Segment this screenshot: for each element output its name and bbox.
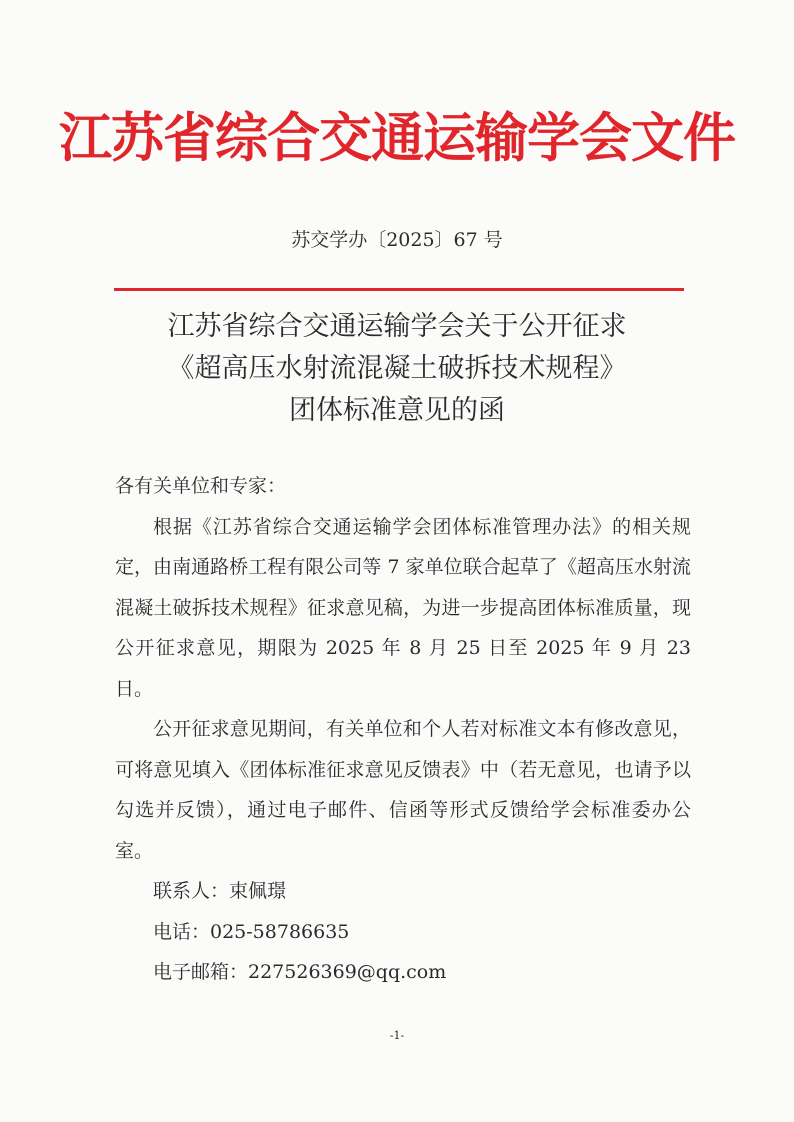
org-header-title: 江苏省综合交通运输学会文件: [59, 108, 735, 169]
title-line-2: 《超高压水射流混凝土破拆技术规程》: [167, 353, 627, 384]
contact-person: 联系人：束佩璟: [153, 880, 287, 902]
page-number: -1-: [389, 1029, 405, 1042]
paragraph-1: 根据《江苏省综合交通运输学会团体标准管理办法》的相关规定，由南通路桥工程有限公司等 7 家单位联合起草了《超高压水射流混凝土破拆技术规程》征求意见稿，为进一步提高团体标准质量，现公开征求意见，期限为 2025 年 8 月 25 日至 2025 年 9 月 23 日。: [115, 515, 691, 700]
document-body: [115, 466, 691, 993]
title-line-1: 江苏省综合交通运输学会关于公开征求: [167, 311, 627, 342]
red-divider-line: [114, 288, 684, 291]
title-line-3: 团体标准意见的函: [289, 395, 505, 426]
document-number: 苏交学办〔2025〕67 号: [291, 229, 503, 251]
salutation: 各有关单位和专家：: [115, 475, 287, 497]
contact-phone: 电话：025-58786635: [153, 920, 350, 943]
contact-email: 电子邮箱：227526369@qq.com: [153, 961, 447, 983]
paragraph-2: 公开征求意见期间，有关单位和个人若对标准文本有修改意见，可将意见填入《团体标准征求意见反馈表》中（若无意见，也请予以勾选并反馈），通过电子邮件、信函等形式反馈给学会标准委办公室。: [115, 718, 691, 862]
document-title: [0, 306, 794, 432]
